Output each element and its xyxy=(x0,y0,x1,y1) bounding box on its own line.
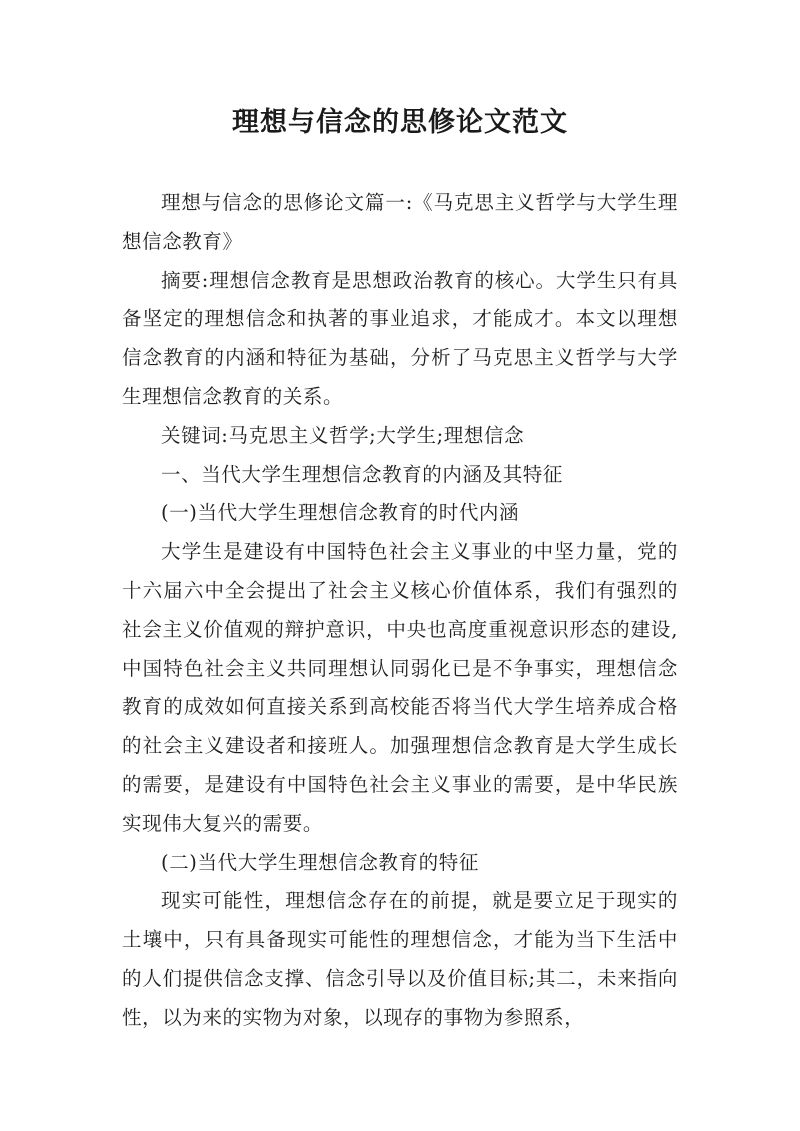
paragraph-keywords: 关键词:马克思主义哲学;大学生;理想信念 xyxy=(161,423,525,447)
section-heading-1: 一、当代大学生理想信念教育的内涵及其特征 xyxy=(161,462,564,486)
document-body xyxy=(122,184,678,1038)
paragraph-body-2: 现实可能性，理想信念存在的前提，就是要立足于现实的土壤中，只有具备现实可能性的理想信念，才能为当下生活中的人们提供信念支撑、信念引导以及价值目标;其二，未来指向性，以为来的实物为对象，以现存的事物为参照系， xyxy=(122,889,678,1029)
paragraph-abstract: 摘要:理想信念教育是思想政治教育的核心。大学生只有具备坚定的理想信念和执著的事业追求，才能成才。本文以理想信念教育的内涵和特征为基础，分析了马克思主义哲学与大学生理想信念教育的关系。 xyxy=(122,268,678,408)
document-title: 理想与信念的思修论文范文 xyxy=(232,107,568,138)
paragraph-article-heading: 理想与信念的思修论文篇一:《马克思主义哲学与大学生理想信念教育》 xyxy=(122,191,678,253)
subsection-heading-2: (二)当代大学生理想信念教育的特征 xyxy=(161,850,479,874)
subsection-heading-1: (一)当代大学生理想信念教育的时代内涵 xyxy=(161,501,520,525)
paragraph-body-1: 大学生是建设有中国特色社会主义事业的中坚力量，党的十六届六中全会提出了社会主义核心价值体系，我们有强烈的社会主义价值观的辩护意识，中央也高度重视意识形态的建设,中国特色社会主义共同理想认同弱化已是不争事实，理想信念教育的成效如何直接关系到高校能否将当代大学生培养成合格的社会主义建设者和接班人。加强理想信念教育是大学生成长的需要，是建设有中国特色社会主义事业的需要，是中华民族实现伟大复兴的需要。 xyxy=(122,540,678,835)
